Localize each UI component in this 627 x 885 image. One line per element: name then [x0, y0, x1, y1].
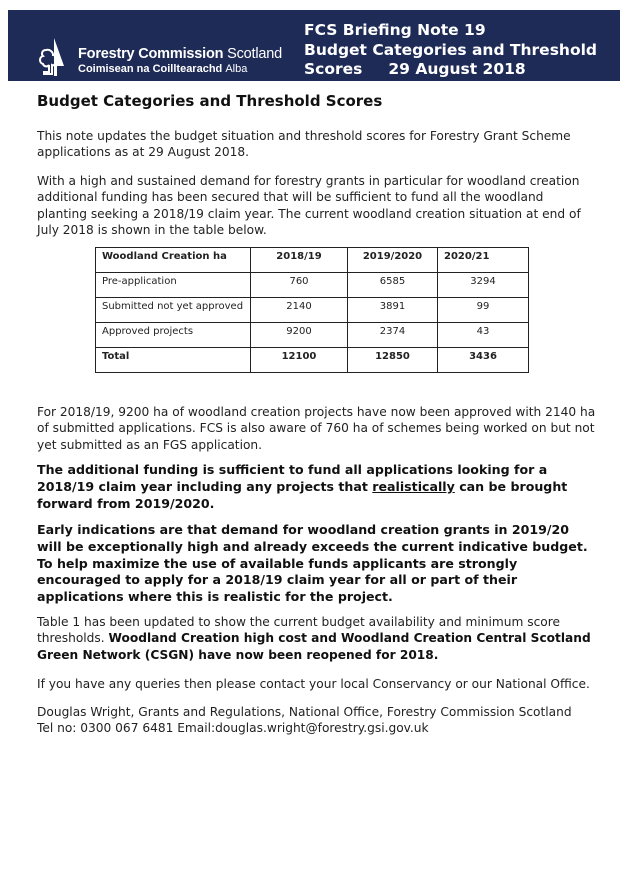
table-cell: Submitted not yet approved: [96, 298, 251, 323]
table-cell: 760: [251, 273, 348, 298]
table-cell: 99: [438, 298, 529, 323]
reopened-notice: Woodland Creation high cost and Woodland Creation Central Scotland Green Network (CSGN) have now been reopened for 2018.: [37, 631, 591, 662]
table-header: Woodland Creation ha: [96, 248, 251, 273]
approval-paragraph: For 2018/19, 9200 ha of woodland creation projects have now been approved with 2140 ha of submitted applications. FCS is also aware of 760 ha of schemes being worked on but not yet submitted as an FGS application.: [37, 405, 596, 452]
table-cell: 2140: [251, 298, 348, 323]
table-cell: 3891: [348, 298, 438, 323]
table-row: [96, 323, 529, 348]
emphasis-realistically: realistically: [372, 478, 455, 494]
table-cell: 2374: [348, 323, 438, 348]
tree-logo-icon: [38, 36, 64, 76]
table-header: 2018/19: [251, 248, 348, 273]
table-cell: 6585: [348, 273, 438, 298]
note-number: FCS Briefing Note 19: [304, 21, 486, 39]
org-name-gaelic: Coimisean na Coilltearachd Alba: [78, 63, 248, 75]
table-header: 2019/2020: [348, 248, 438, 273]
table-cell: Total: [96, 348, 251, 373]
note-date: 29 August 2018: [388, 60, 526, 78]
early-indications-paragraph: Early indications are that demand for woodland creation grants in 2019/20 will be exceptionally high and already exceeds the current indicative budget. To help maximize the use of available funds applicants are strongly encouraged to apply for a 2018/19 claim year for all or part of their applications where this is realistic for the project.: [37, 522, 588, 605]
woodland-creation-table: [95, 247, 529, 373]
contact-name: Douglas Wright, Grants and Regulations, National Office, Forestry Commission Scotland: [37, 705, 572, 719]
queries-paragraph: If you have any queries then please contact your local Conservancy or our National Office.: [37, 677, 590, 691]
table-row: [96, 298, 529, 323]
table-row: [96, 273, 529, 298]
table-cell: 12850: [348, 348, 438, 373]
briefing-note-title: [304, 21, 597, 80]
org-name: Forestry Commission Scotland: [78, 46, 282, 62]
contact-paragraph: [37, 704, 597, 737]
table-cell: 43: [438, 323, 529, 348]
table-cell: 9200: [251, 323, 348, 348]
table-cell: 3436: [438, 348, 529, 373]
note-subject-cont: Scores: [304, 60, 363, 78]
page-heading: Budget Categories and Threshold Scores: [37, 92, 383, 110]
contact-details[interactable]: Tel no: 0300 067 6481 Email:douglas.wright@forestry.gsi.gov.uk: [37, 721, 429, 736]
funding-paragraph: The additional funding is sufficient to fund all applications looking for a 2018/19 claim year including any projects that realistically can be brought forward from 2019/2020.: [37, 462, 568, 511]
demand-paragraph: With a high and sustained demand for forestry grants in particular for woodland creation additional funding has been secured that will be sufficient to fund all the woodland planting seeking a 2018/19 claim year. The current woodland creation situation at end of July 2018 is shown in the table below.: [37, 174, 581, 237]
table-header-row: [96, 248, 529, 273]
intro-paragraph: This note updates the budget situation and threshold scores for Forestry Grant Scheme applications as at 29 August 2018.: [37, 129, 571, 160]
table-total-row: [96, 348, 529, 373]
note-subject: Budget Categories and Threshold: [304, 40, 598, 59]
table-header: 2020/21: [438, 248, 529, 273]
table-cell: Approved projects: [96, 323, 251, 348]
table-cell: Pre-application: [96, 273, 251, 298]
header-banner: [8, 10, 620, 81]
table-update-paragraph: Table 1 has been updated to show the current budget availability and minimum score thresholds. Woodland Creation high cost and Woodland Creation Central Scotland Green Network (CSGN) have now been reopened for 2018.: [37, 615, 591, 662]
table-cell: 3294: [438, 273, 529, 298]
table-cell: 12100: [251, 348, 348, 373]
